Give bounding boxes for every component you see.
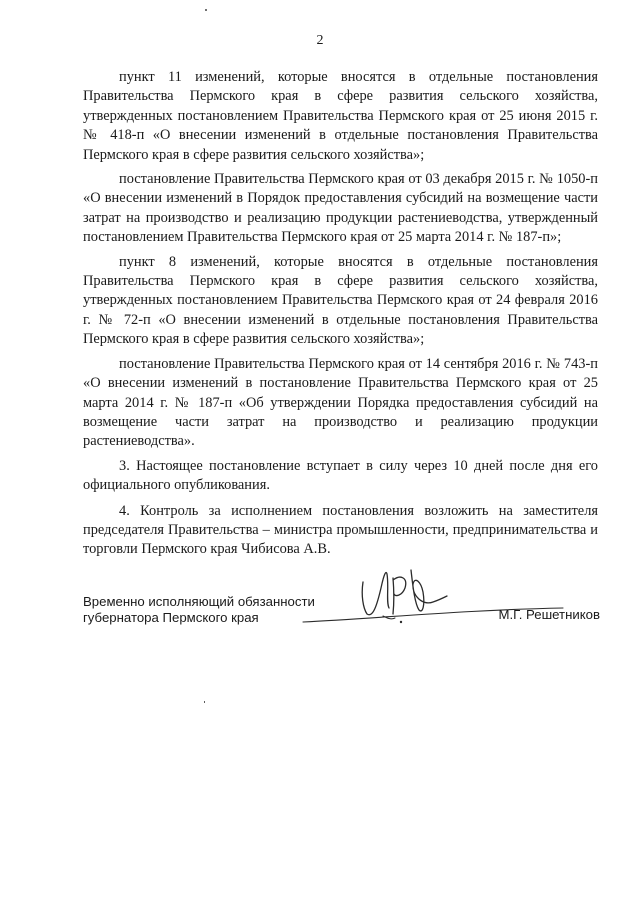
scan-speck [204, 701, 205, 703]
handwritten-signature [263, 560, 583, 640]
scan-speck [205, 9, 207, 11]
signer-title-line-1: Временно исполняющий обязанности [83, 594, 315, 609]
signer-title-line-2: губернатора Пермского края [83, 609, 259, 625]
paragraph-decree-743: постановление Правительства Пермского края от 14 сентября 2016 г. № 743-п «О внесении изменений в постановление Правительства Пермского края от 25 марта 2014 г. № 187-п «Об утверждении Порядка предоставления субсидий на возмещение части затрат на производство и реализацию продукции растениеводства». [83, 355, 598, 450]
signature-block [83, 590, 603, 650]
page-number: 2 [316, 33, 324, 48]
paragraph-item-8: пункт 8 изменений, которые вносятся в отдельные постановления Правительства Пермского края в сфере развития сельского хозяйства, утвержденных постановлением Правительства Пермского края от 24 февраля 2016 г. № 72-п «О внесении изменений в отдельные постановления Правительства Пермского края в сфере развития сельского хозяйства»; [83, 253, 598, 348]
paragraph-item-11: пункт 11 изменений, которые вносятся в отдельные постановления Правительства Пермского края в сфере развития сельского хозяйства, утвержденных постановлением Правительства Пермского края от 25 июня 2015 г. № 418-п «О внесении изменений в отдельные постановления Правительства Пермского края в сфере развития сельского хозяйства»; [83, 69, 598, 163]
paragraph-effective-date: 3. Настоящее постановление вступает в силу через 10 дней после дня его официального опубликования. [83, 457, 598, 494]
paragraph-control: 4. Контроль за исполнением постановления возложить на заместителя председателя Правительства – министра промышленности, предпринимательства и торговли Пермского края Чибисова А.В. [83, 502, 598, 558]
signer-name: М.Г. Решетников [498, 607, 600, 622]
document-body [83, 68, 598, 565]
paragraph-decree-1050: постановление Правительства Пермского края от 03 декабря 2015 г. № 1050-п «О внесении изменений в Порядок предоставления субсидий на возмещение части затрат на производство и реализацию продукции растениеводства, утвержденный постановлением Правительства Пермского края от 25 марта 2014 г. № 187-п»; [83, 171, 598, 246]
